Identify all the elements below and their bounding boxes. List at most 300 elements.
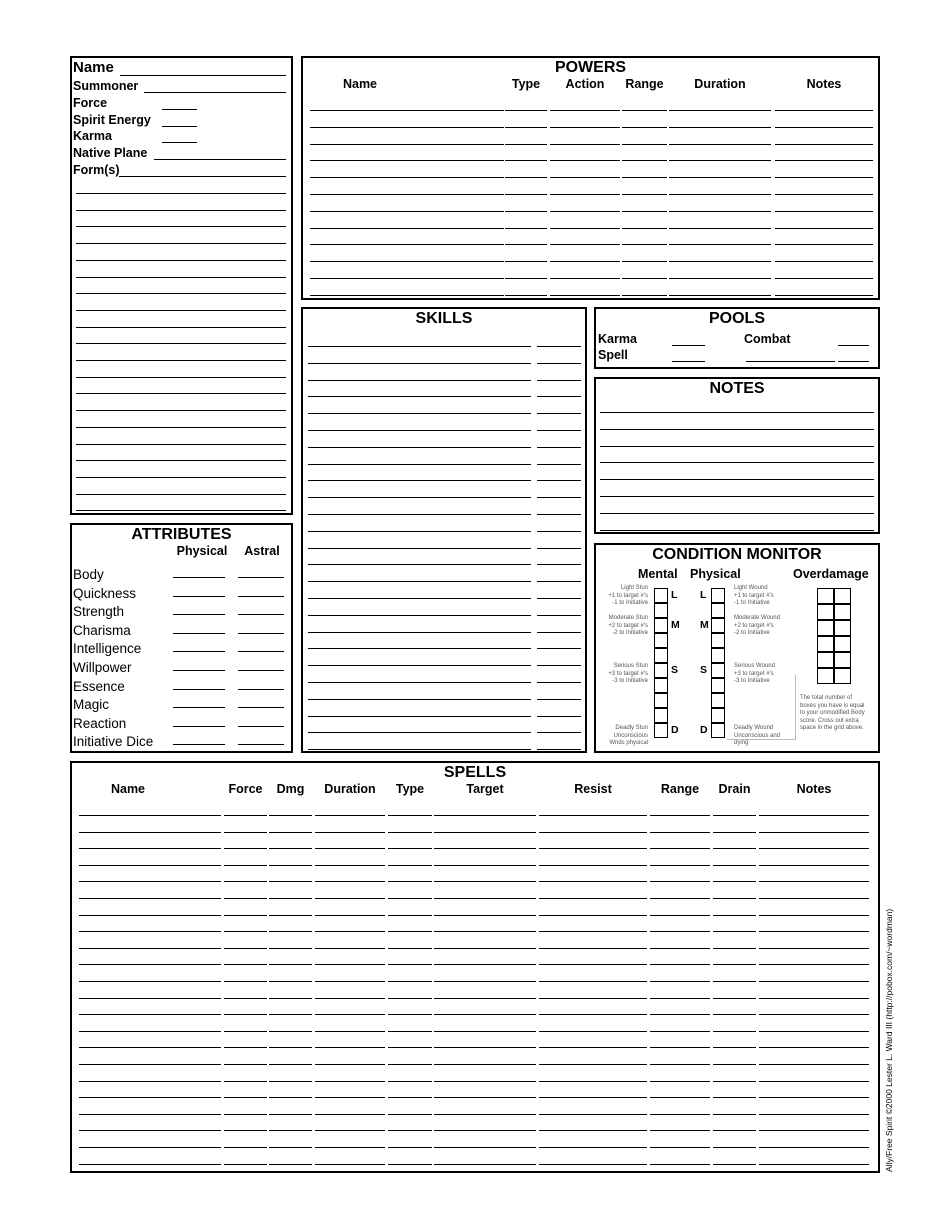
spells-row-line[interactable] xyxy=(650,1130,710,1131)
spells-row-line[interactable] xyxy=(388,865,432,866)
spells-row-line[interactable] xyxy=(434,1130,536,1131)
spells-row-line[interactable] xyxy=(269,1130,312,1131)
spells-row-line[interactable] xyxy=(224,1164,267,1165)
powers-row-line[interactable] xyxy=(775,278,873,279)
spells-row-line[interactable] xyxy=(759,948,869,949)
spells-row-line[interactable] xyxy=(434,998,536,999)
powers-row-line[interactable] xyxy=(505,211,547,212)
skill-rating-line[interactable] xyxy=(537,380,581,381)
spells-row-line[interactable] xyxy=(759,881,869,882)
spells-row-line[interactable] xyxy=(388,1047,432,1048)
forms-line[interactable] xyxy=(76,310,286,311)
spells-row-line[interactable] xyxy=(269,998,312,999)
spells-row-line[interactable] xyxy=(539,998,647,999)
spells-row-line[interactable] xyxy=(759,964,869,965)
condition-box[interactable] xyxy=(654,603,668,618)
spells-row-line[interactable] xyxy=(713,915,756,916)
attribute-astral-field[interactable] xyxy=(238,744,284,745)
powers-row-line[interactable] xyxy=(669,110,771,111)
forms-line[interactable] xyxy=(76,460,286,461)
condition-box[interactable] xyxy=(654,648,668,663)
forms-line[interactable] xyxy=(76,343,286,344)
powers-row-line[interactable] xyxy=(505,194,547,195)
spells-row-line[interactable] xyxy=(650,931,710,932)
attribute-physical-field[interactable] xyxy=(173,651,225,652)
powers-row-line[interactable] xyxy=(310,278,504,279)
spells-row-line[interactable] xyxy=(224,915,267,916)
spells-row-line[interactable] xyxy=(388,1064,432,1065)
pools-combat-field[interactable] xyxy=(838,345,869,346)
spells-row-line[interactable] xyxy=(269,931,312,932)
powers-row-line[interactable] xyxy=(622,244,667,245)
spells-row-line[interactable] xyxy=(539,1114,647,1115)
spells-row-line[interactable] xyxy=(434,1047,536,1048)
powers-row-line[interactable] xyxy=(669,278,771,279)
powers-row-line[interactable] xyxy=(775,177,873,178)
powers-row-line[interactable] xyxy=(622,160,667,161)
spells-row-line[interactable] xyxy=(434,1097,536,1098)
spells-row-line[interactable] xyxy=(388,948,432,949)
powers-row-line[interactable] xyxy=(550,228,620,229)
powers-row-line[interactable] xyxy=(775,110,873,111)
spells-row-line[interactable] xyxy=(224,1130,267,1131)
condition-box[interactable] xyxy=(711,603,725,618)
powers-row-line[interactable] xyxy=(310,211,504,212)
skill-name-line[interactable] xyxy=(308,598,531,599)
spells-row-line[interactable] xyxy=(759,1081,869,1082)
spells-row-line[interactable] xyxy=(539,981,647,982)
pools-karma-field[interactable] xyxy=(672,345,705,346)
powers-row-line[interactable] xyxy=(505,177,547,178)
forms-line[interactable] xyxy=(76,427,286,428)
spells-row-line[interactable] xyxy=(539,931,647,932)
spells-row-line[interactable] xyxy=(434,1147,536,1148)
skill-rating-line[interactable] xyxy=(537,464,581,465)
skill-name-line[interactable] xyxy=(308,447,531,448)
powers-row-line[interactable] xyxy=(505,110,547,111)
powers-row-line[interactable] xyxy=(550,177,620,178)
overdamage-box[interactable] xyxy=(817,588,834,604)
spells-row-line[interactable] xyxy=(650,981,710,982)
condition-box[interactable] xyxy=(711,648,725,663)
skill-name-line[interactable] xyxy=(308,732,531,733)
skill-name-line[interactable] xyxy=(308,346,531,347)
skill-rating-line[interactable] xyxy=(537,396,581,397)
spells-row-line[interactable] xyxy=(759,998,869,999)
powers-row-line[interactable] xyxy=(505,127,547,128)
spells-row-line[interactable] xyxy=(224,1114,267,1115)
forms-line[interactable] xyxy=(76,377,286,378)
condition-box[interactable] xyxy=(711,723,725,738)
spells-row-line[interactable] xyxy=(713,1147,756,1148)
forms-line[interactable] xyxy=(76,410,286,411)
powers-row-line[interactable] xyxy=(310,228,504,229)
skill-rating-line[interactable] xyxy=(537,447,581,448)
spells-row-line[interactable] xyxy=(224,1047,267,1048)
skill-rating-line[interactable] xyxy=(537,531,581,532)
spells-row-line[interactable] xyxy=(759,1031,869,1032)
spells-row-line[interactable] xyxy=(650,915,710,916)
notes-line[interactable] xyxy=(600,462,874,463)
spells-row-line[interactable] xyxy=(434,931,536,932)
spells-row-line[interactable] xyxy=(713,964,756,965)
spirit-energy-field[interactable] xyxy=(162,126,197,127)
skill-rating-line[interactable] xyxy=(537,749,581,750)
spells-row-line[interactable] xyxy=(269,1164,312,1165)
overdamage-box[interactable] xyxy=(817,636,834,652)
notes-line[interactable] xyxy=(600,513,874,514)
overdamage-box[interactable] xyxy=(834,588,851,604)
skill-name-line[interactable] xyxy=(308,615,531,616)
forms-line[interactable] xyxy=(76,444,286,445)
spells-row-line[interactable] xyxy=(315,1164,385,1165)
skill-name-line[interactable] xyxy=(308,682,531,683)
overdamage-box[interactable] xyxy=(834,604,851,620)
spells-row-line[interactable] xyxy=(269,1081,312,1082)
skill-name-line[interactable] xyxy=(308,396,531,397)
spells-row-line[interactable] xyxy=(434,898,536,899)
pools-extra-name-field[interactable] xyxy=(746,361,835,362)
spells-row-line[interactable] xyxy=(713,981,756,982)
attribute-physical-field[interactable] xyxy=(173,726,225,727)
condition-box[interactable] xyxy=(711,663,725,678)
spells-row-line[interactable] xyxy=(650,832,710,833)
notes-line[interactable] xyxy=(600,429,874,430)
condition-box[interactable] xyxy=(654,723,668,738)
powers-row-line[interactable] xyxy=(669,144,771,145)
skill-name-line[interactable] xyxy=(308,363,531,364)
spells-row-line[interactable] xyxy=(539,1130,647,1131)
spells-row-line[interactable] xyxy=(79,1081,221,1082)
forms-line[interactable] xyxy=(76,226,286,227)
spells-row-line[interactable] xyxy=(79,981,221,982)
spells-row-line[interactable] xyxy=(79,1097,221,1098)
spells-row-line[interactable] xyxy=(79,848,221,849)
powers-row-line[interactable] xyxy=(775,261,873,262)
spells-row-line[interactable] xyxy=(315,998,385,999)
skill-rating-line[interactable] xyxy=(537,413,581,414)
powers-row-line[interactable] xyxy=(669,160,771,161)
spells-row-line[interactable] xyxy=(759,898,869,899)
spells-row-line[interactable] xyxy=(269,898,312,899)
spells-row-line[interactable] xyxy=(79,1047,221,1048)
skill-rating-line[interactable] xyxy=(537,480,581,481)
spells-row-line[interactable] xyxy=(315,1114,385,1115)
attribute-astral-field[interactable] xyxy=(238,633,284,634)
powers-row-line[interactable] xyxy=(622,127,667,128)
spells-row-line[interactable] xyxy=(79,1031,221,1032)
spells-row-line[interactable] xyxy=(388,881,432,882)
spells-row-line[interactable] xyxy=(315,1081,385,1082)
condition-box[interactable] xyxy=(711,678,725,693)
notes-line[interactable] xyxy=(600,530,874,531)
attribute-physical-field[interactable] xyxy=(173,707,225,708)
spells-row-line[interactable] xyxy=(224,1064,267,1065)
powers-row-line[interactable] xyxy=(669,211,771,212)
spells-row-line[interactable] xyxy=(650,1064,710,1065)
spells-row-line[interactable] xyxy=(713,1064,756,1065)
condition-box[interactable] xyxy=(711,588,725,603)
skill-rating-line[interactable] xyxy=(537,581,581,582)
powers-row-line[interactable] xyxy=(622,211,667,212)
spells-row-line[interactable] xyxy=(713,1081,756,1082)
spells-row-line[interactable] xyxy=(434,964,536,965)
skill-name-line[interactable] xyxy=(308,480,531,481)
spells-row-line[interactable] xyxy=(269,915,312,916)
powers-row-line[interactable] xyxy=(775,144,873,145)
forms-line[interactable] xyxy=(76,260,286,261)
skill-rating-line[interactable] xyxy=(537,497,581,498)
powers-row-line[interactable] xyxy=(505,144,547,145)
powers-row-line[interactable] xyxy=(310,144,504,145)
spells-row-line[interactable] xyxy=(224,881,267,882)
notes-line[interactable] xyxy=(600,496,874,497)
condition-box[interactable] xyxy=(654,708,668,723)
spells-row-line[interactable] xyxy=(315,1014,385,1015)
skill-rating-line[interactable] xyxy=(537,548,581,549)
spells-row-line[interactable] xyxy=(224,898,267,899)
spells-row-line[interactable] xyxy=(269,1014,312,1015)
powers-row-line[interactable] xyxy=(775,295,873,296)
skill-rating-line[interactable] xyxy=(537,716,581,717)
condition-box[interactable] xyxy=(654,678,668,693)
spells-row-line[interactable] xyxy=(79,832,221,833)
spells-row-line[interactable] xyxy=(315,865,385,866)
condition-box[interactable] xyxy=(711,633,725,648)
spells-row-line[interactable] xyxy=(224,948,267,949)
skill-name-line[interactable] xyxy=(308,464,531,465)
spells-row-line[interactable] xyxy=(388,964,432,965)
powers-row-line[interactable] xyxy=(505,295,547,296)
powers-row-line[interactable] xyxy=(310,160,504,161)
spells-row-line[interactable] xyxy=(434,1014,536,1015)
attribute-astral-field[interactable] xyxy=(238,651,284,652)
spells-row-line[interactable] xyxy=(269,881,312,882)
powers-row-line[interactable] xyxy=(622,228,667,229)
spells-row-line[interactable] xyxy=(650,881,710,882)
spells-row-line[interactable] xyxy=(315,1130,385,1131)
spells-row-line[interactable] xyxy=(224,1031,267,1032)
spells-row-line[interactable] xyxy=(79,881,221,882)
spells-row-line[interactable] xyxy=(650,1114,710,1115)
spells-row-line[interactable] xyxy=(315,1064,385,1065)
skill-rating-line[interactable] xyxy=(537,514,581,515)
spells-row-line[interactable] xyxy=(315,1031,385,1032)
attribute-astral-field[interactable] xyxy=(238,707,284,708)
powers-row-line[interactable] xyxy=(310,244,504,245)
spells-row-line[interactable] xyxy=(224,1081,267,1082)
spells-row-line[interactable] xyxy=(650,948,710,949)
spells-row-line[interactable] xyxy=(224,848,267,849)
spells-row-line[interactable] xyxy=(315,832,385,833)
skill-rating-line[interactable] xyxy=(537,632,581,633)
spells-row-line[interactable] xyxy=(388,915,432,916)
attribute-astral-field[interactable] xyxy=(238,614,284,615)
spells-row-line[interactable] xyxy=(269,981,312,982)
powers-row-line[interactable] xyxy=(550,211,620,212)
spells-row-line[interactable] xyxy=(539,1064,647,1065)
spells-row-line[interactable] xyxy=(759,1097,869,1098)
spells-row-line[interactable] xyxy=(79,815,221,816)
spells-row-line[interactable] xyxy=(79,898,221,899)
spells-row-line[interactable] xyxy=(759,865,869,866)
skill-rating-line[interactable] xyxy=(537,346,581,347)
forms-line[interactable] xyxy=(76,293,286,294)
spells-row-line[interactable] xyxy=(269,948,312,949)
spells-row-line[interactable] xyxy=(388,1130,432,1131)
spells-row-line[interactable] xyxy=(388,815,432,816)
attribute-physical-field[interactable] xyxy=(173,614,225,615)
spells-row-line[interactable] xyxy=(539,848,647,849)
spells-row-line[interactable] xyxy=(539,948,647,949)
overdamage-box[interactable] xyxy=(834,620,851,636)
spells-row-line[interactable] xyxy=(713,1114,756,1115)
powers-row-line[interactable] xyxy=(669,194,771,195)
spells-row-line[interactable] xyxy=(434,948,536,949)
spells-row-line[interactable] xyxy=(539,1147,647,1148)
powers-row-line[interactable] xyxy=(669,228,771,229)
notes-line[interactable] xyxy=(600,479,874,480)
skill-name-line[interactable] xyxy=(308,716,531,717)
powers-row-line[interactable] xyxy=(775,127,873,128)
skill-rating-line[interactable] xyxy=(537,699,581,700)
spells-row-line[interactable] xyxy=(388,1164,432,1165)
spells-row-line[interactable] xyxy=(315,815,385,816)
spells-row-line[interactable] xyxy=(759,931,869,932)
spells-row-line[interactable] xyxy=(759,1064,869,1065)
skill-rating-line[interactable] xyxy=(537,430,581,431)
spells-row-line[interactable] xyxy=(539,1014,647,1015)
spells-row-line[interactable] xyxy=(269,1147,312,1148)
condition-box[interactable] xyxy=(711,693,725,708)
spells-row-line[interactable] xyxy=(434,915,536,916)
spells-row-line[interactable] xyxy=(269,815,312,816)
spells-row-line[interactable] xyxy=(650,1081,710,1082)
skill-name-line[interactable] xyxy=(308,648,531,649)
attribute-astral-field[interactable] xyxy=(238,689,284,690)
spells-row-line[interactable] xyxy=(79,964,221,965)
spells-row-line[interactable] xyxy=(79,931,221,932)
skill-name-line[interactable] xyxy=(308,699,531,700)
spells-row-line[interactable] xyxy=(759,981,869,982)
karma-field[interactable] xyxy=(162,142,197,143)
spells-row-line[interactable] xyxy=(713,898,756,899)
spells-row-line[interactable] xyxy=(315,964,385,965)
spells-row-line[interactable] xyxy=(315,948,385,949)
spells-row-line[interactable] xyxy=(388,848,432,849)
forms-line[interactable] xyxy=(76,243,286,244)
powers-row-line[interactable] xyxy=(775,194,873,195)
attribute-astral-field[interactable] xyxy=(238,670,284,671)
spells-row-line[interactable] xyxy=(539,1097,647,1098)
notes-line[interactable] xyxy=(600,412,874,413)
spells-row-line[interactable] xyxy=(539,1164,647,1165)
spells-row-line[interactable] xyxy=(315,931,385,932)
spells-row-line[interactable] xyxy=(539,964,647,965)
spells-row-line[interactable] xyxy=(650,865,710,866)
spells-row-line[interactable] xyxy=(539,865,647,866)
powers-row-line[interactable] xyxy=(622,261,667,262)
spells-row-line[interactable] xyxy=(269,865,312,866)
spells-row-line[interactable] xyxy=(759,1014,869,1015)
skill-name-line[interactable] xyxy=(308,548,531,549)
spells-row-line[interactable] xyxy=(269,1097,312,1098)
spells-row-line[interactable] xyxy=(713,1164,756,1165)
attribute-physical-field[interactable] xyxy=(173,670,225,671)
spells-row-line[interactable] xyxy=(434,881,536,882)
powers-row-line[interactable] xyxy=(550,295,620,296)
skill-name-line[interactable] xyxy=(308,497,531,498)
spells-row-line[interactable] xyxy=(434,1031,536,1032)
forms-line[interactable] xyxy=(76,510,286,511)
native-plane-field[interactable] xyxy=(154,159,286,160)
skill-name-line[interactable] xyxy=(308,632,531,633)
skill-name-line[interactable] xyxy=(308,430,531,431)
spells-row-line[interactable] xyxy=(388,1114,432,1115)
forms-line[interactable] xyxy=(76,494,286,495)
attribute-physical-field[interactable] xyxy=(173,744,225,745)
spells-row-line[interactable] xyxy=(759,915,869,916)
overdamage-box[interactable] xyxy=(817,620,834,636)
spells-row-line[interactable] xyxy=(434,1114,536,1115)
spells-row-line[interactable] xyxy=(269,832,312,833)
spells-row-line[interactable] xyxy=(539,815,647,816)
overdamage-box[interactable] xyxy=(817,652,834,668)
spells-row-line[interactable] xyxy=(79,948,221,949)
spells-row-line[interactable] xyxy=(434,848,536,849)
spells-row-line[interactable] xyxy=(224,832,267,833)
spells-row-line[interactable] xyxy=(388,1081,432,1082)
condition-box[interactable] xyxy=(654,588,668,603)
powers-row-line[interactable] xyxy=(775,211,873,212)
powers-row-line[interactable] xyxy=(550,261,620,262)
spells-row-line[interactable] xyxy=(539,1047,647,1048)
powers-row-line[interactable] xyxy=(669,177,771,178)
attribute-astral-field[interactable] xyxy=(238,726,284,727)
spells-row-line[interactable] xyxy=(315,881,385,882)
attribute-astral-field[interactable] xyxy=(238,596,284,597)
spells-row-line[interactable] xyxy=(269,1114,312,1115)
powers-row-line[interactable] xyxy=(310,295,504,296)
spells-row-line[interactable] xyxy=(650,1047,710,1048)
spells-row-line[interactable] xyxy=(713,832,756,833)
spells-row-line[interactable] xyxy=(315,981,385,982)
powers-row-line[interactable] xyxy=(310,261,504,262)
skill-name-line[interactable] xyxy=(308,531,531,532)
force-field[interactable] xyxy=(162,109,197,110)
spells-row-line[interactable] xyxy=(650,848,710,849)
powers-row-line[interactable] xyxy=(550,110,620,111)
powers-row-line[interactable] xyxy=(775,160,873,161)
powers-row-line[interactable] xyxy=(550,244,620,245)
spells-row-line[interactable] xyxy=(79,915,221,916)
spells-row-line[interactable] xyxy=(539,1031,647,1032)
condition-box[interactable] xyxy=(711,618,725,633)
powers-row-line[interactable] xyxy=(669,295,771,296)
powers-row-line[interactable] xyxy=(622,110,667,111)
spells-row-line[interactable] xyxy=(539,898,647,899)
spells-row-line[interactable] xyxy=(434,815,536,816)
powers-row-line[interactable] xyxy=(505,261,547,262)
pools-spell-field[interactable] xyxy=(672,361,705,362)
attribute-physical-field[interactable] xyxy=(173,633,225,634)
spells-row-line[interactable] xyxy=(388,898,432,899)
spells-row-line[interactable] xyxy=(388,981,432,982)
spells-row-line[interactable] xyxy=(315,1047,385,1048)
powers-row-line[interactable] xyxy=(550,127,620,128)
spells-row-line[interactable] xyxy=(713,1014,756,1015)
spells-row-line[interactable] xyxy=(388,1031,432,1032)
